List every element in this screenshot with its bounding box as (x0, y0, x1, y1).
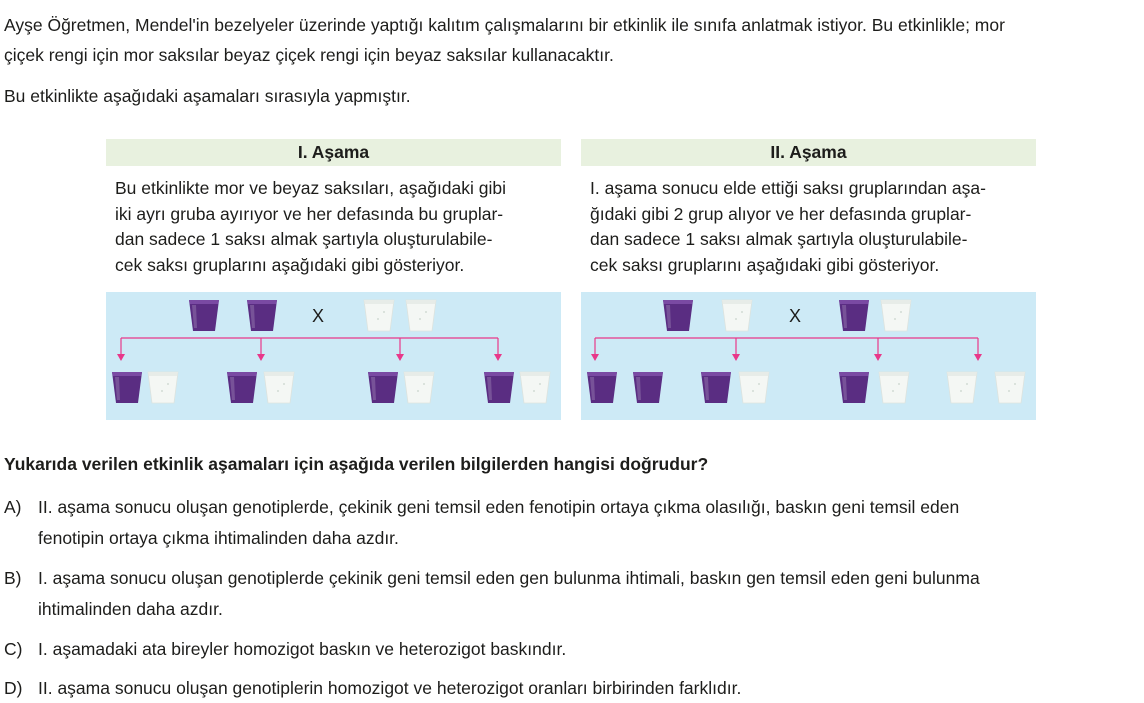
stage-1-line: iki ayrı gruba ayırıyor ve her defasında bu gruplar- (115, 203, 504, 224)
option-text: II. aşama sonucu oluşan genotiplerin homozigot ve heterozigot oranları birbirinden farklıdır. (38, 678, 742, 698)
purple-pot-icon (368, 372, 398, 403)
white-pot-icon (148, 372, 178, 403)
white-pot-icon (881, 300, 911, 331)
intro-line-2: çiçek rengi için mor saksılar beyaz çiçek rengi için beyaz saksılar kullanacaktır. (4, 45, 614, 65)
cross-symbol: X (788, 306, 802, 326)
option-letter: B) (4, 568, 22, 588)
white-pot-icon (364, 300, 394, 331)
purple-pot-icon (587, 372, 617, 403)
purple-pot-icon (189, 300, 219, 331)
purple-pot-icon (633, 372, 663, 403)
purple-pot-icon (839, 300, 869, 331)
purple-pot-icon (247, 300, 277, 331)
cross-arrows (595, 338, 978, 360)
stage-2-line: cek saksı gruplarını aşağıdaki gibi gösteriyor. (590, 254, 940, 275)
white-pot-icon (739, 372, 769, 403)
option-text: II. aşama sonucu oluşan genotiplerde, çekinik geni temsil eden fenotipin ortaya çıkma olasılığı, baskın geni temsil eden (38, 497, 960, 517)
stage-1-title: I. Aşama (106, 139, 561, 166)
intro-line-1: Ayşe Öğretmen, Mendel'in bezelyeler üzerinde yaptığı kalıtım çalışmalarını bir etkinlik ile sınıfa anlatmak istiyor. Bu etkinlikle; mor (4, 15, 1005, 35)
white-pot-icon (722, 300, 752, 331)
stage-2-text (581, 166, 1036, 292)
stage-1-text (106, 166, 561, 292)
purple-pot-icon (484, 372, 514, 403)
white-pot-icon (520, 372, 550, 403)
option-letter: A) (4, 497, 22, 517)
purple-pot-icon (227, 372, 257, 403)
stage-2-line: dan sadece 1 saksı almak şartıyla oluşturulabile- (590, 229, 968, 249)
stage-2-panel (581, 139, 1036, 420)
option-b[interactable] (4, 567, 980, 620)
stage-1-line: Bu etkinlikte mor ve beyaz saksıları, aşağıdaki gibi (115, 178, 507, 198)
white-pot-icon (406, 300, 436, 331)
purple-pot-icon (112, 372, 142, 403)
white-pot-icon (995, 372, 1025, 403)
purple-pot-icon (701, 372, 731, 403)
stage-2-line: I. aşama sonucu elde ettiği saksı gruplarından aşa- (590, 178, 986, 198)
question-text: Yukarıda verilen etkinlik aşamaları için aşağıda verilen bilgilerden hangisi doğrudur? (4, 454, 709, 474)
stage-2-figure (581, 292, 1036, 420)
option-letter: D) (4, 678, 23, 698)
option-a[interactable] (4, 496, 959, 549)
stage-1-line: cek saksı gruplarını aşağıdaki gibi gösteriyor. (115, 254, 465, 275)
intro-line-3: Bu etkinlikte aşağıdaki aşamaları sırasıyla yapmıştır. (4, 86, 411, 106)
white-pot-icon (947, 372, 977, 403)
stage-1-figure (106, 292, 561, 420)
option-text: I. aşamadaki ata bireyler homozigot baskın ve heterozigot baskındır. (38, 639, 567, 659)
stage-2-line: ğıdaki gibi 2 grup alıyor ve her defasında gruplar- (590, 203, 972, 224)
option-text: I. aşama sonucu oluşan genotiplerde çekinik geni temsil eden gen bulunma ihtimali, baskın gen temsil eden geni bulunma (38, 568, 980, 588)
purple-pot-icon (839, 372, 869, 403)
option-c[interactable] (4, 638, 566, 660)
white-pot-icon (264, 372, 294, 403)
purple-pot-icon (663, 300, 693, 331)
option-text-cont: ihtimalinden daha azdır. (38, 599, 223, 619)
stage-2-title: II. Aşama (581, 139, 1036, 166)
stage-1-panel (106, 139, 561, 420)
white-pot-icon (879, 372, 909, 403)
cross-symbol: X (311, 306, 325, 326)
stage-1-line: dan sadece 1 saksı almak şartıyla oluşturulabile- (115, 229, 493, 249)
white-pot-icon (404, 372, 434, 403)
option-text-cont: fenotipin ortaya çıkma ihtimalinden daha azdır. (38, 528, 399, 548)
cross-arrows (121, 338, 498, 360)
option-letter: C) (4, 639, 23, 659)
option-d[interactable] (4, 677, 741, 699)
